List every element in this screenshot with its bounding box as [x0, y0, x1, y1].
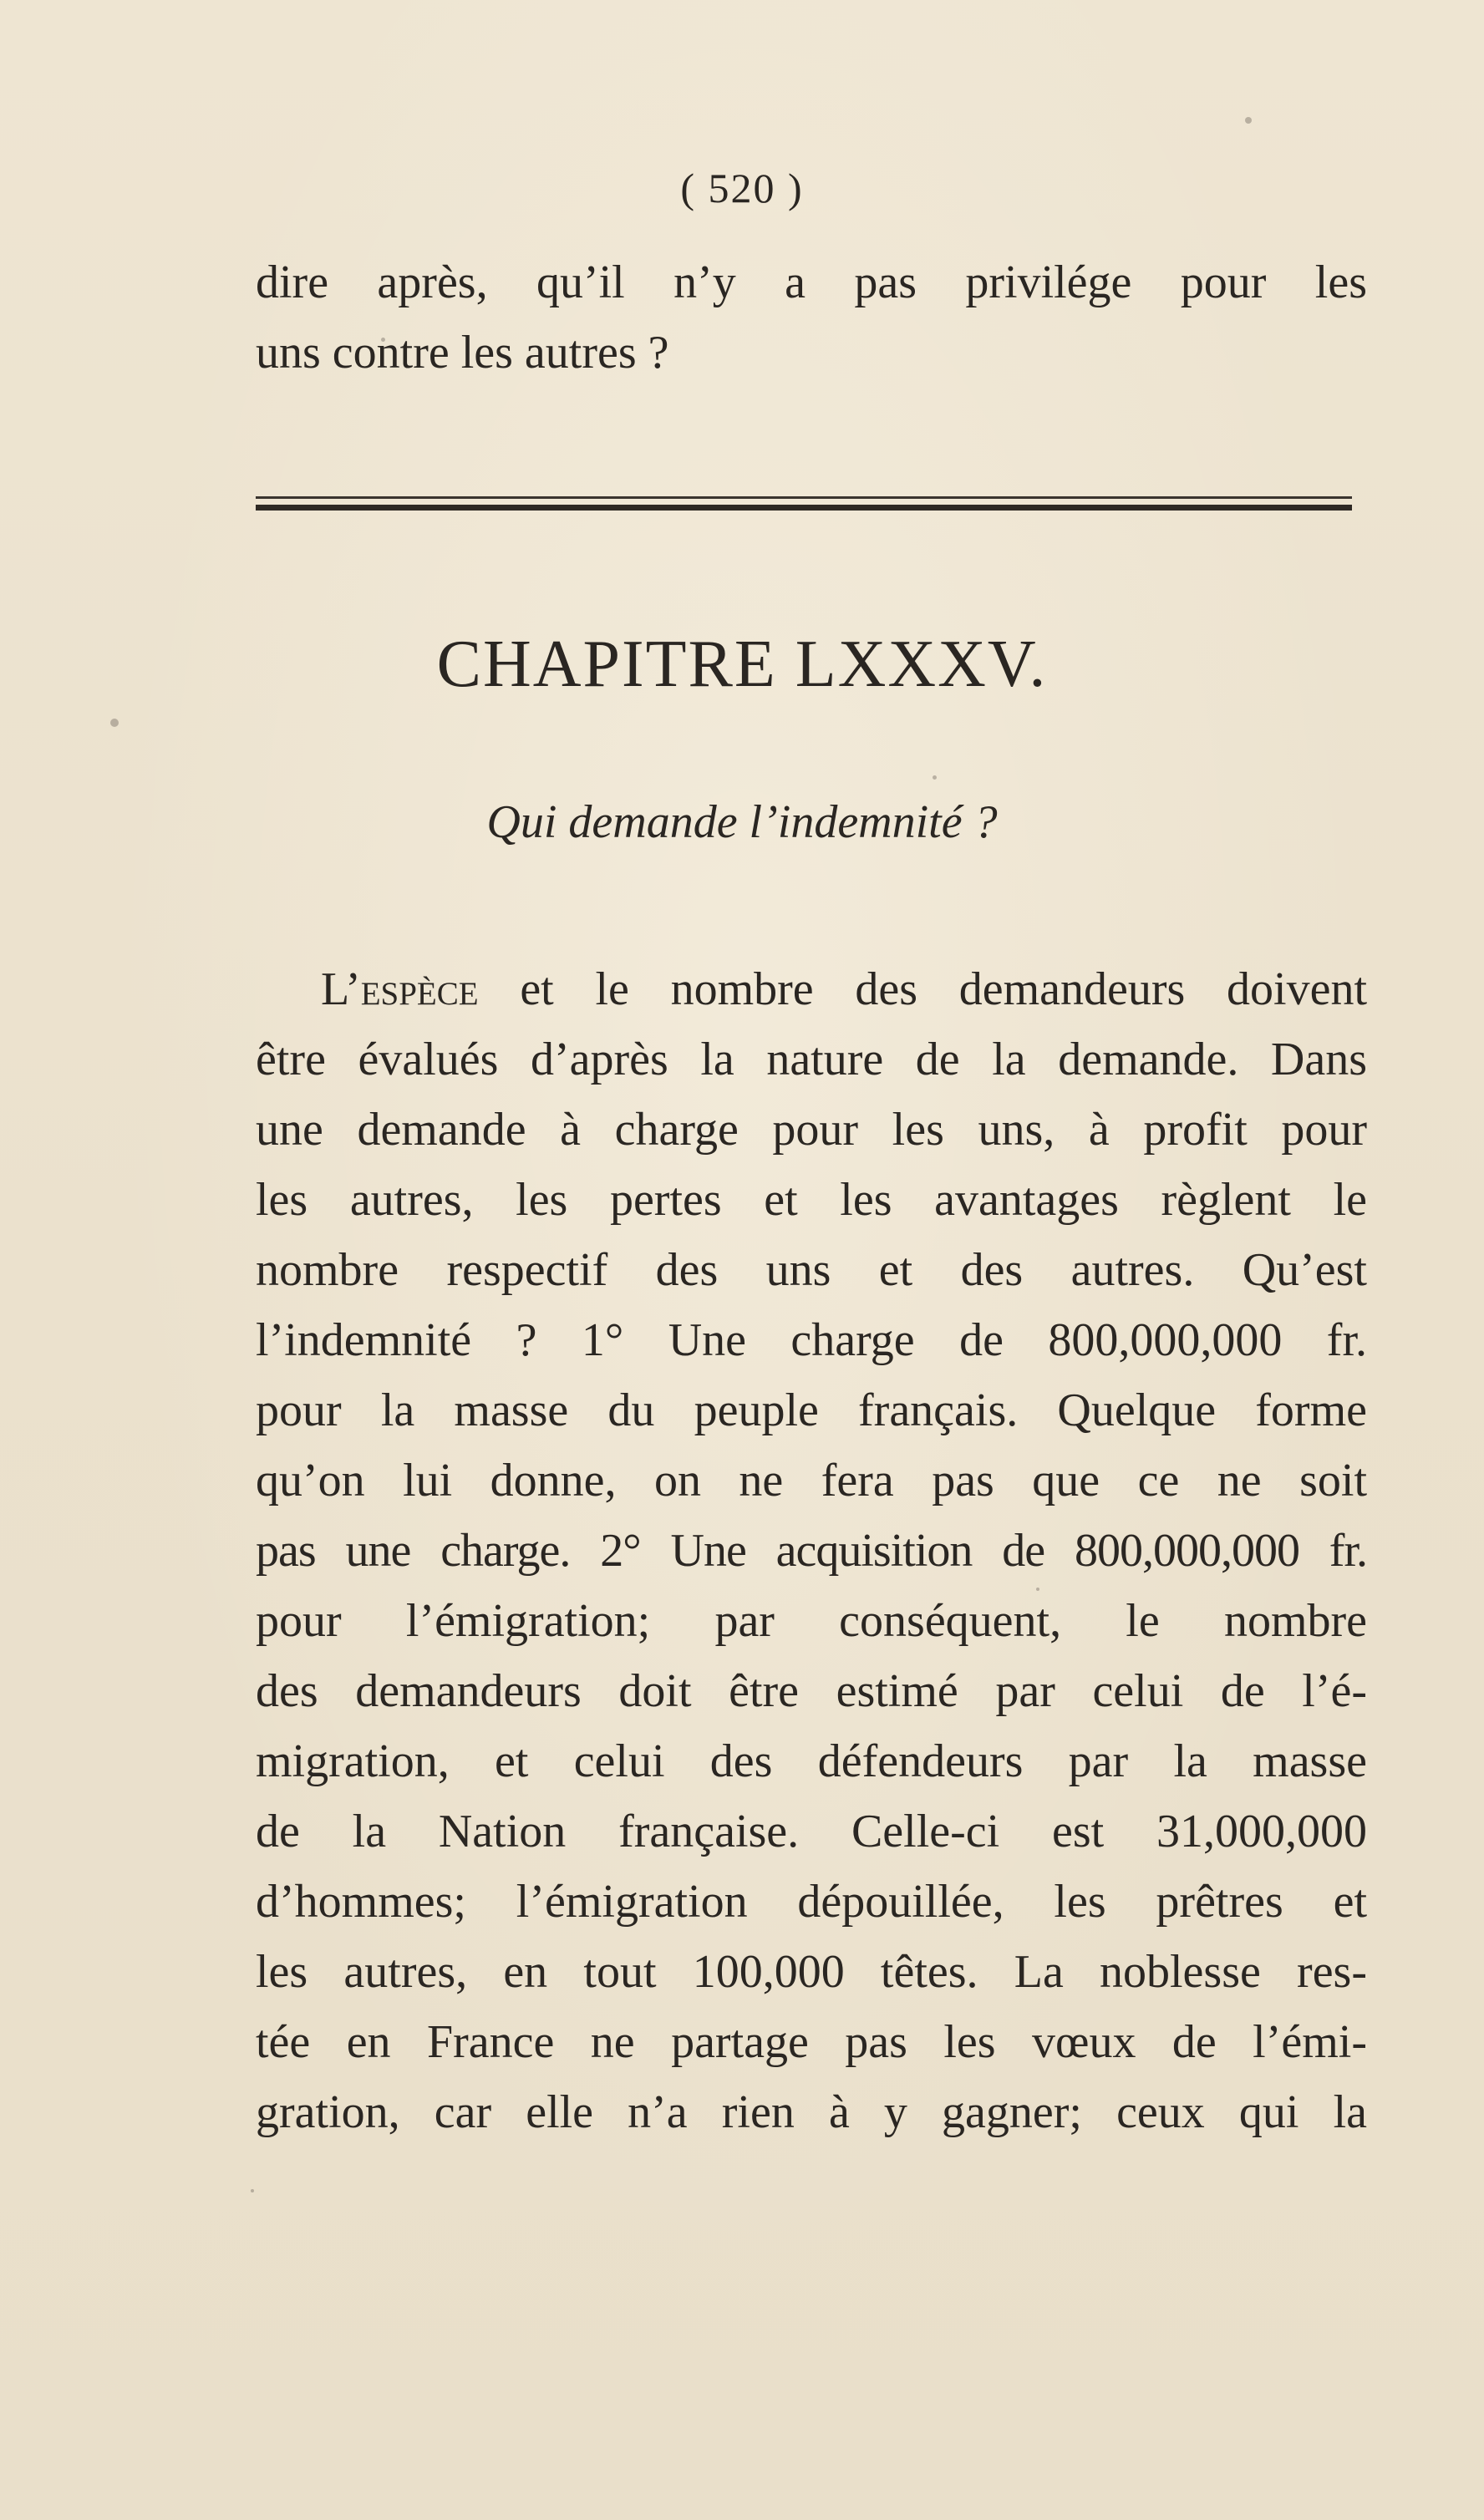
- text-line: qu’on lui donne, on ne fera pas que ce ne soit: [256, 1455, 1367, 1506]
- opening-word: L’espèce: [321, 963, 479, 1015]
- paragraph-first-line: [321, 954, 1367, 1024]
- first-line-rest: et le nombre des demandeurs doivent: [520, 963, 1368, 1015]
- text-line: pour la masse du peuple français. Quelque forme: [256, 1384, 1367, 1436]
- text-line: nombre respectif des uns et des autres. Qu’est: [256, 1244, 1367, 1296]
- text-line: une demande à charge pour les uns, à profit pour: [256, 1104, 1367, 1156]
- text-line: d’hommes; l’émigration dépouillée, les prêtres et: [256, 1876, 1367, 1928]
- text-line: des demandeurs doit être estimé par celui de l’é-: [256, 1665, 1367, 1717]
- divider-thick-rule: [256, 505, 1352, 511]
- chapter-title: CHAPITRE LXXXV.: [436, 627, 1048, 701]
- text-line: pour l’émigration; par conséquent, le nombre: [256, 1595, 1367, 1647]
- text-line: migration, et celui des défendeurs par la masse: [256, 1735, 1367, 1787]
- text-line: les autres, les pertes et les avantages règlent le: [256, 1174, 1367, 1226]
- text-line: uns contre les autres ?: [256, 327, 669, 379]
- chapter-divider: [256, 495, 1352, 516]
- divider-thin-rule: [256, 496, 1352, 499]
- text-line: gration, car elle n’a rien à y gagner; ceux qui la: [256, 2086, 1367, 2138]
- paper-speck: [251, 2189, 254, 2192]
- chapter-subtitle: Qui demande l’indemnité ?: [486, 796, 998, 848]
- page-number: ( 520 ): [680, 165, 804, 211]
- text-line: l’indemnité ? 1° Une charge de 800,000,000 fr.: [256, 1314, 1367, 1366]
- paper-speck: [110, 719, 119, 727]
- text-line: tée en France ne partage pas les vœux de l’émi-: [256, 2016, 1367, 2068]
- paper-speck: [933, 775, 937, 780]
- text-line: pas une charge. 2° Une acquisition de 800,000,000 fr.: [256, 1525, 1367, 1577]
- paper-speck: [1245, 117, 1252, 124]
- text-line: dire après, qu’il n’y a pas privilége pour les: [256, 257, 1367, 308]
- text-line: être évalués d’après la nature de la demande. Dans: [256, 1034, 1367, 1085]
- text-line: de la Nation française. Celle-ci est 31,000,000: [256, 1806, 1367, 1857]
- text-line: les autres, en tout 100,000 têtes. La noblesse res-: [256, 1946, 1367, 1998]
